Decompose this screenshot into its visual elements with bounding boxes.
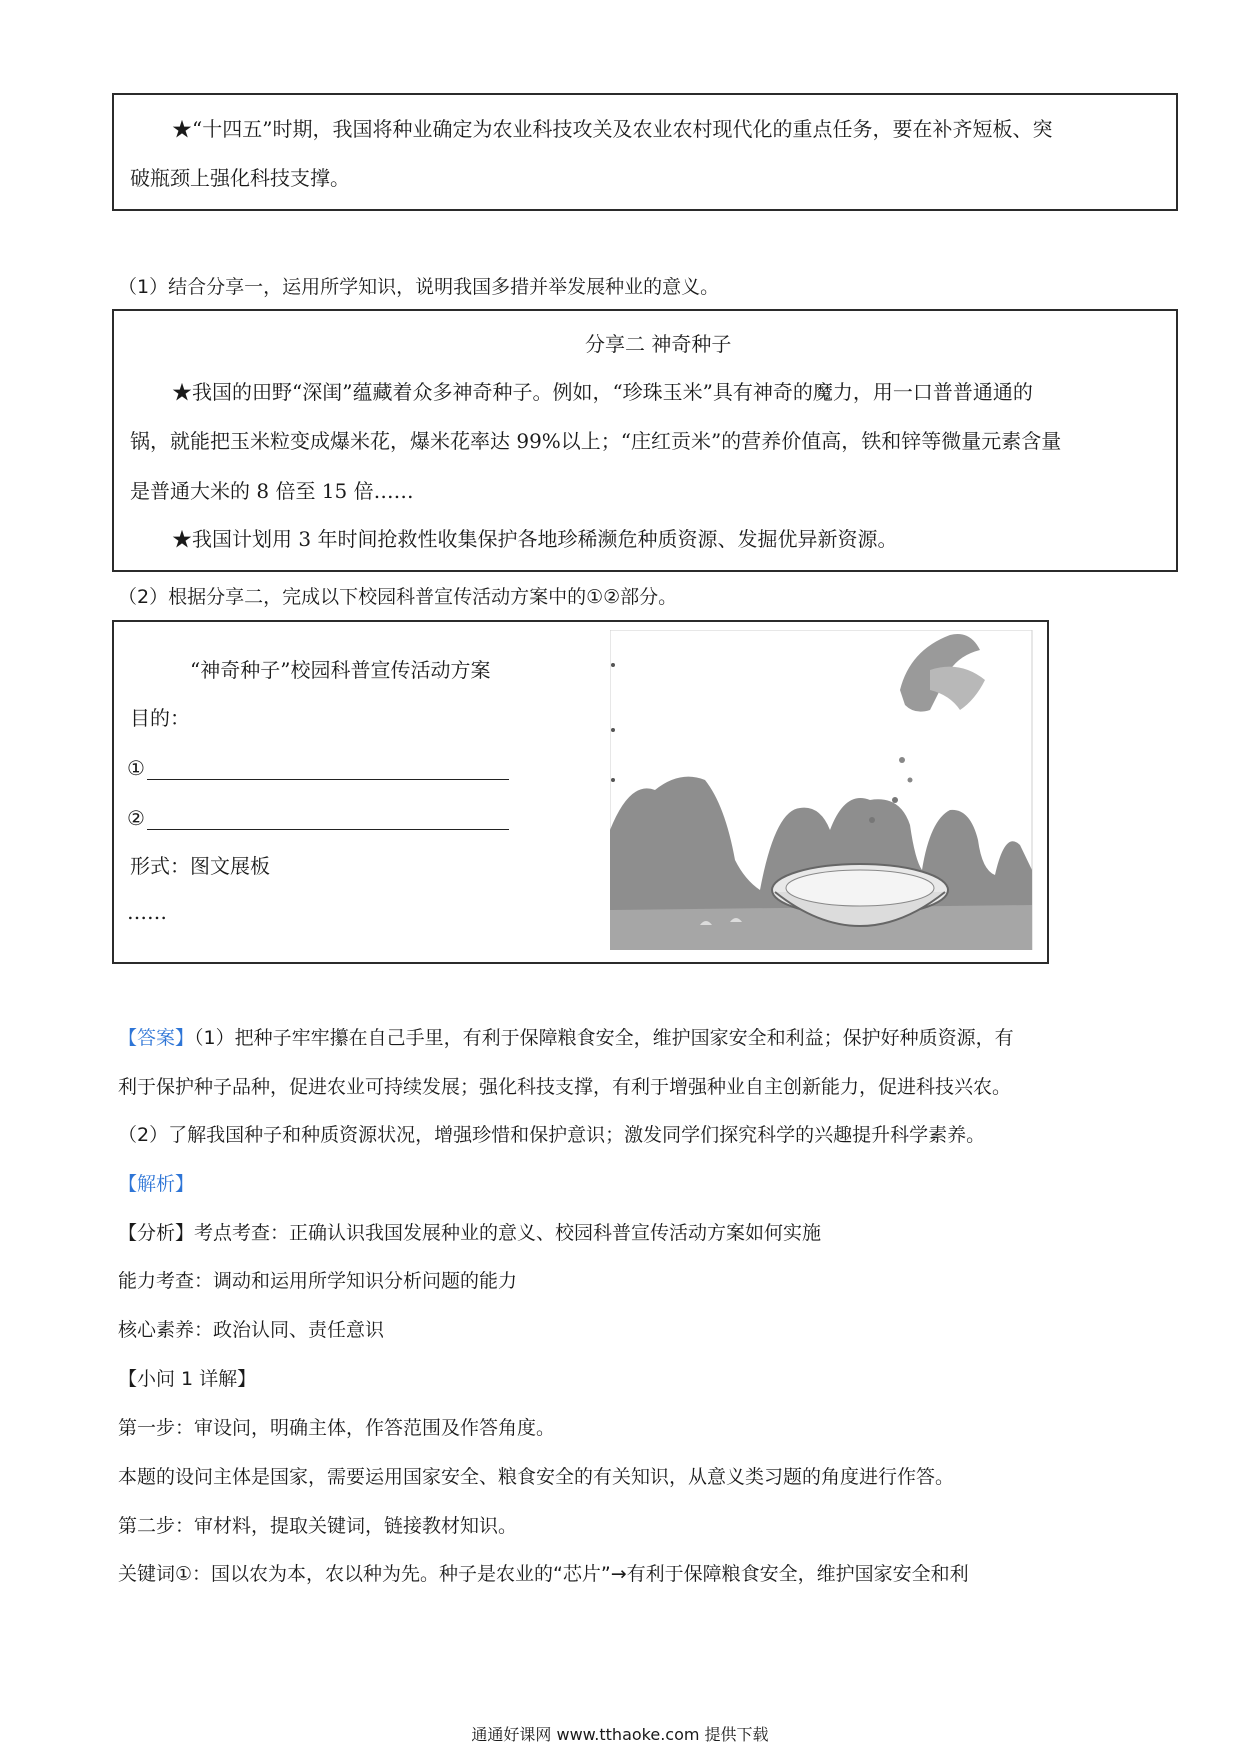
material-box-1 [112,93,1178,211]
analysis-line-2: 能力考查：调动和运用所学知识分析问题的能力 [118,1270,518,1292]
box2-line-2: 锅，就能把玉米粒变成爆米花，爆米花率达 99%以上；“庄红贡米”的营养价值高，铁和锌等微量元素含量 [130,429,1062,453]
box2-line-3: 是普通大米的 8 倍至 15 倍…… [130,479,414,503]
analysis-line-5: 第一步：审设问，明确主体，作答范围及作答角度。 [118,1417,556,1439]
page-footer: 通通好课网 www.tthaoke.com 提供下载 [471,1725,769,1744]
analysis-line-8: 关键词①：国以农为本，农以种为先。种子是农业的“芯片”→有利于保障粮食安全，维护国家安全和利 [118,1563,969,1585]
answer-line-3: （2）了解我国种子和种质资源状况，增强珍惜和保护意识；激发同学们探究科学的兴趣提升科学素养。 [118,1124,986,1146]
analysis-tag: 【解析】 [118,1173,195,1195]
question-2: （2）根据分享二，完成以下校园科普宣传活动方案中的①②部分。 [118,586,678,608]
answer-line-2: 利于保护种子品种，促进农业可持续发展；强化科技支撑，有利于增强种业自主创新能力，促进科技兴农。 [118,1076,1012,1098]
answer-tag: 【答案】 [118,1027,195,1049]
analysis-line-6: 本题的设问主体是国家，需要运用国家安全、粮食安全的有关知识，从意义类习题的角度进行作答。 [118,1466,955,1488]
plan-ellipsis: …… [127,900,167,924]
analysis-line-7: 第二步：审材料，提取关键词，链接教材知识。 [118,1515,518,1537]
plan-purpose-label: 目的： [130,706,190,730]
plan-item-2-marker: ② [127,806,145,830]
plan-item-1 [127,756,509,780]
plan-title: “神奇种子”校园科普宣传活动方案 [190,658,491,682]
box2-title: 分享二 神奇种子 [585,332,732,356]
box1-line-2: 破瓶颈上强化科技支撑。 [130,166,350,190]
plan-form: 形式：图文展板 [130,854,270,878]
plan-item-1-marker: ① [127,756,145,780]
plan-item-2 [127,806,509,830]
box1-line-1: ★“十四五”时期，我国将种业确定为农业科技攻关及农业农村现代化的重点任务，要在补齐短板、突 [172,117,1053,141]
analysis-line-4: 【小问 1 详解】 [118,1368,257,1390]
answer-line-1 [118,1026,1014,1050]
analysis-line-3: 核心素养：政治认同、责任意识 [118,1319,385,1341]
blank-line-1[interactable] [147,759,509,780]
question-1: （1）结合分享一，运用所学知识，说明我国多措并举发展种业的意义。 [118,276,720,298]
analysis-line-1: 【分析】考点考查：正确认识我国发展种业的意义、校园科普宣传活动方案如何实施 [118,1222,822,1244]
box2-line-4: ★我国计划用 3 年时间抢救性收集保护各地珍稀濒危种质资源、发掘优异新资源。 [172,527,898,551]
seed-landscape-illustration [610,630,1035,950]
box2-line-1: ★我国的田野“深闺”蕴藏着众多神奇种子。例如，“珍珠玉米”具有神奇的魔力，用一口普普通通的 [172,380,1033,404]
blank-line-2[interactable] [147,809,509,830]
answer-text-1: （1）把种子牢牢攥在自己手里，有利于保障粮食安全，维护国家安全和利益；保护好种质资源，有 [194,1027,1014,1049]
